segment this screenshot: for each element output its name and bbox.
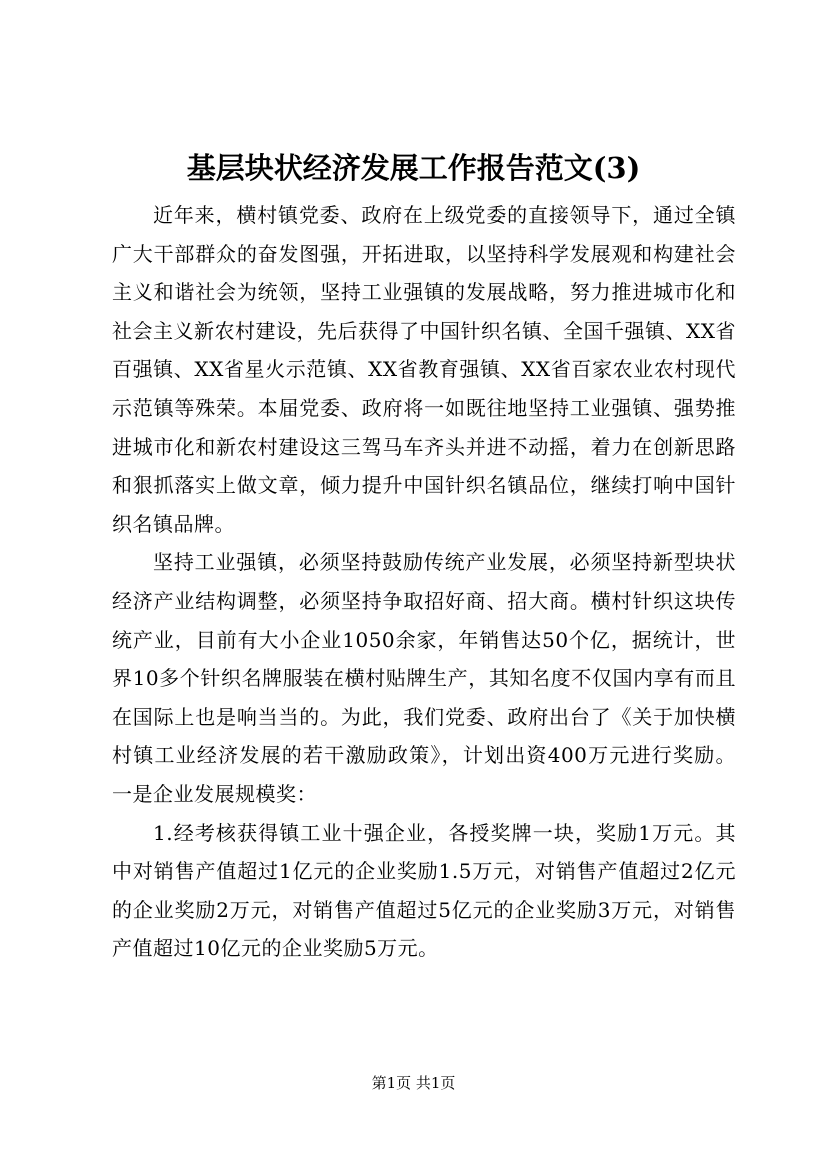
page-footer: 第1页 共1页 (371, 1074, 456, 1092)
paragraph-1: 近年来，横村镇党委、政府在上级党委的直接领导下，通过全镇广大干部群众的奋发图强，开拓进取，以坚持科学发展观和构建社会主义和谐社会为统领，坚持工业强镇的发展战略，努力推进城市化和社会主义新农村建设，先后获得了中国针织名镇、全国千强镇、XX省百强镇、XX省星火示范镇、XX省教育强镇、XX省百家农业农村现代示范镇等殊荣。本届党委、政府将一如既往地坚持工业强镇、强势推进城市化和新农村建设这三驾马车齐头并进不动摇，着力在创新思路和狠抓落实上做文章，倾力提升中国针织名镇品位，继续打响中国针织名镇品牌。 (112, 203, 736, 536)
paragraph-3: 1.经考核获得镇工业十强企业，各授奖牌一块，奖励1万元。其中对销售产值超过1亿元的企业奖励1.5万元，对销售产值超过2亿元的企业奖励2万元，对销售产值超过5亿元的企业奖励3万元，对销售产值超过10亿元的企业奖励5万元。 (112, 820, 736, 961)
document-title: 基层块状经济发展工作报告范文(3) (186, 151, 641, 185)
paragraph-2: 坚持工业强镇，必须坚持鼓励传统产业发展，必须坚持新型块状经济产业结构调整，必须坚持争取招好商、招大商。横村针织这块传统产业，目前有大小企业1050余家，年销售达50个亿，据统计，世界10多个针织名牌服装在横村贴牌生产，其知名度不仅国内享有而且在国际上也是响当当的。为此，我们党委、政府出台了《关于加快横村镇工业经济发展的若干激励政策》，计划出资400万元进行奖励。一是企业发展规模奖： (112, 550, 736, 806)
document-body (112, 196, 736, 968)
